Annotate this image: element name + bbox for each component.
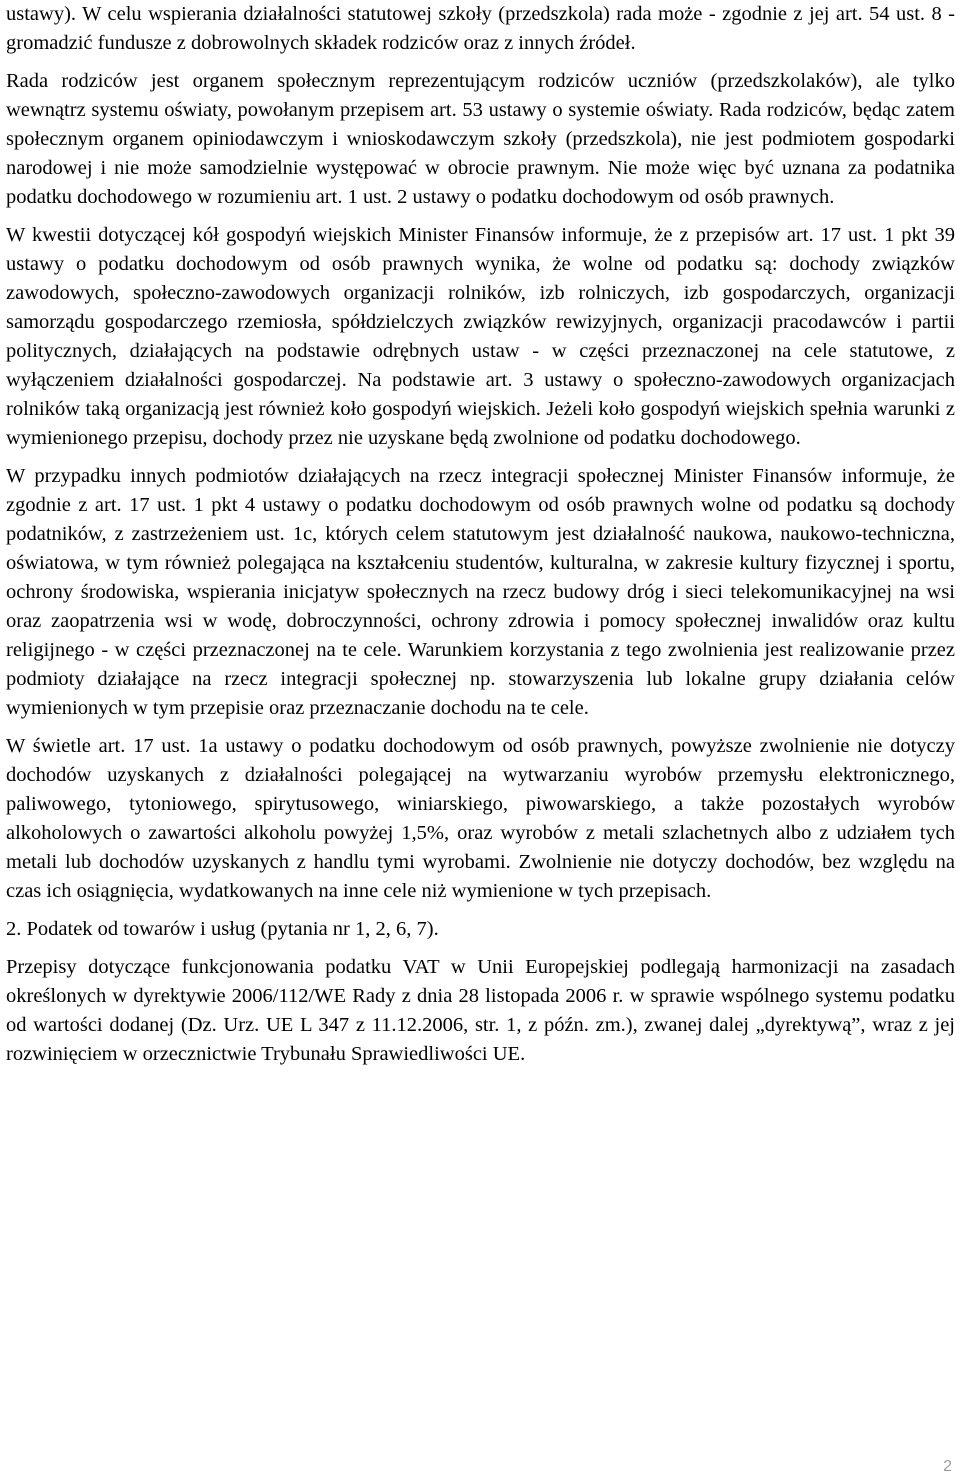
paragraph-kola-gospodyn: W kwestii dotyczącej kół gospodyń wiejskich Minister Finansów informuje, że z przepisów art. 17 ust. 1 pkt 39 ustawy o podatku dochodowym od osób prawnych wynika, że wolne od podatku są: dochody związków zawodowych, społeczno-zawodowych organizacji rolników, izb rolniczych, izb gospodarczych, organizacji samorządu gospodarczego rzemiosła, spółdzielczych związków rewizyjnych, organizacji pracodawców i partii politycznych, działających na podstawie odrębnych ustaw - w części przeznaczonej na cele statutowe, z wyłączeniem działalności gospodarczej. Na podstawie art. 3 ustawy o społeczno-zawodowych organizacjach rolników taką organizacją jest również koło gospodyń wiejskich. Jeżeli koło gospodyń wiejskich spełnia warunki z wymienionego przepisu, dochody przez nie uzyskane będą zwolnione od podatku dochodowego. [6,224,955,449]
paragraph-wylaczenie-zwolnienia: W świetle art. 17 ust. 1a ustawy o podatku dochodowym od osób prawnych, powyższe zwolnienie nie dotyczy dochodów uzyskanych z działalności polegającej na wytwarzaniu wyrobów przemysłu elektronicznego, paliwowego, tytoniowego, spirytusowego, winiarskiego, piwowarskiego, a także pozostałych wyrobów alkoholowych o zawartości alkoholu powyżej 1,5%, oraz wyrobów z metali szlachetnych albo z udziałem tych metali lub dochodów uzyskanych z handlu tymi wyrobami. Zwolnienie nie dotyczy dochodów, bez względu na czas ich osiągnięcia, wydatkowanych na inne cele niż wymienione w tych przepisach. [6,735,955,902]
paragraph-rada-rodzicow-status: Rada rodziców jest organem społecznym reprezentującym rodziców uczniów (przedszkolaków), ale tylko wewnątrz systemu oświaty, powołanym przepisem art. 53 ustawy o systemie oświaty. Rada rodziców, będąc zatem społecznym organem opiniodawczym i wnioskodawczym szkoły (przedszkola), nie jest podmiotem gospodarki narodowej i nie może samodzielnie występować w obrocie prawnym. Nie może więc być uznana za podatnika podatku dochodowego w rozumieniu art. 1 ust. 2 ustawy o podatku dochodowym od osób prawnych. [6,70,955,208]
page-number: 2 [943,1458,952,1475]
document-page [6,0,955,1069]
paragraph-rada-rodzicow-intro: ustawy). W celu wspierania działalności statutowej szkoły (przedszkola) rada może - zgodnie z jej art. 54 ust. 8 - gromadzić fundusze z dobrowolnych składek rodziców oraz z innych źródeł. [6,3,955,54]
paragraph-vat-dyrektywa: Przepisy dotyczące funkcjonowania podatku VAT w Unii Europejskiej podlegają harmonizacji na zasadach określonych w dyrektywie 2006/112/WE Rady z dnia 28 listopada 2006 r. w sprawie wspólnego systemu podatku od wartości dodanej (Dz. Urz. UE L 347 z 11.12.2006, str. 1, z późn. zm.), zwanej dalej „dyrektywą”, wraz z jej rozwinięciem w orzecznictwie Trybunału Sprawiedliwości UE. [6,956,955,1065]
section-heading-vat: 2. Podatek od towarów i usług (pytania nr 1, 2, 6, 7). [6,918,439,940]
paragraph-integracja-spoleczna: W przypadku innych podmiotów działających na rzecz integracji społecznej Minister Finansów informuje, że zgodnie z art. 17 ust. 1 pkt 4 ustawy o podatku dochodowym od osób prawnych wolne od podatku są dochody podatników, z zastrzeżeniem ust. 1c, których celem statutowym jest działalność naukowa, naukowo-techniczna, oświatowa, w tym również polegająca na kształceniu studentów, kulturalna, w zakresie kultury fizycznej i sportu, ochrony środowiska, wspierania inicjatyw społecznych na rzecz budowy dróg i sieci telekomunikacyjnej na wsi oraz zaopatrzenia wsi w wodę, dobroczynności, ochrony zdrowia i pomocy społecznej inwalidów oraz kultu religijnego - w części przeznaczonej na te cele. Warunkiem korzystania z tego zwolnienia jest realizowanie przez podmioty działające na rzecz integracji społecznej np. stowarzyszenia lub lokalne grupy działania celów wymienionych w tym przepisie oraz przeznaczanie dochodu na te cele. [6,465,955,719]
